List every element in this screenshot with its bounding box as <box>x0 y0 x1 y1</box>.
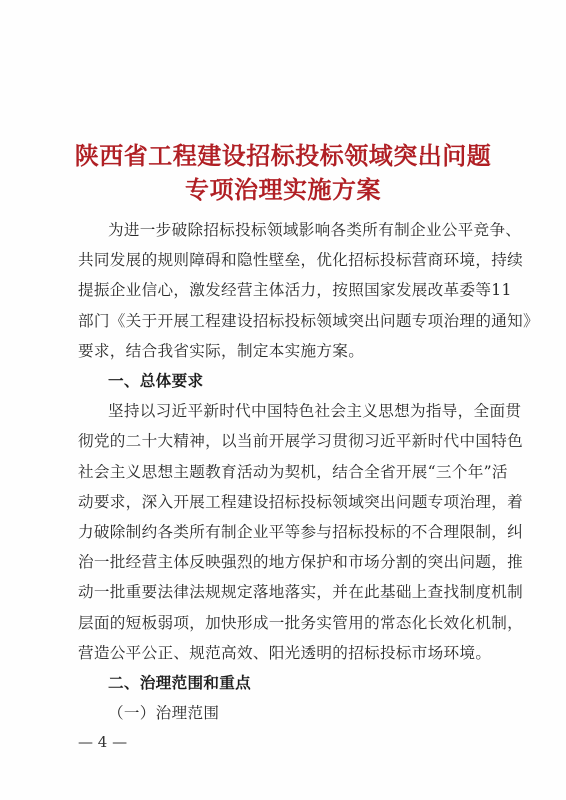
paragraph-line: 营造公平公正、规范高效、阳光透明的招标投标市场环境。 <box>78 643 492 662</box>
paragraph-line: 坚持以习近平新时代中国特色社会主义思想为指导，全面贯 <box>108 402 522 421</box>
paragraph-line: 治一批经营主体反映强烈的地方保护和市场分割的突出问题，推 <box>78 553 524 572</box>
paragraph-line: 共同发展的规则障碍和隐性壁垒，优化招标投标营商环境，持续 <box>78 251 524 270</box>
section-heading-general-requirements: 一、总体要求 <box>108 372 204 390</box>
paragraph-line: 力破除制约各类所有制企业平等参与招标投标的不合理限制，纠 <box>78 523 524 541</box>
page-number: — 4 — <box>78 733 128 752</box>
paragraph-line: 层面的短板弱项，加快形成一批务实管用的常态化长效化机制， <box>78 613 524 632</box>
paragraph-line: 彻党的二十大精神，以当前开展学习贯彻习近平新时代中国特色 <box>78 432 524 451</box>
section-heading-scope: 二、治理范围和重点 <box>108 674 252 692</box>
subsection-heading: （一）治理范围 <box>108 704 220 723</box>
paragraph-line: 动一批重要法律法规规定落地落实，并在此基础上查找制度机制 <box>78 583 524 602</box>
paragraph-line: 动要求，深入开展工程建设招标投标领域突出问题专项治理，着 <box>78 492 524 511</box>
document-title-line-2: 专项治理实施方案 <box>185 175 381 204</box>
paragraph-line: 要求，结合我省实际，制定本实施方案。 <box>78 341 365 360</box>
paragraph-line: 社会主义思想主题教育活动为契机，结合全省开展“三个年”活 <box>78 462 508 481</box>
document-title-line-1: 陕西省工程建设招标投标领域突出问题 <box>74 141 492 170</box>
paragraph-line: 为进一步破除招标投标领域影响各类所有制企业公平竞争、 <box>108 221 522 239</box>
paragraph-line: 提振企业信心，激发经营主体活力，按照国家发展改革委等11 <box>78 281 512 300</box>
paragraph-line: 部门《关于开展工程建设招标投标领域突出问题专项治理的通知》 <box>78 311 539 330</box>
